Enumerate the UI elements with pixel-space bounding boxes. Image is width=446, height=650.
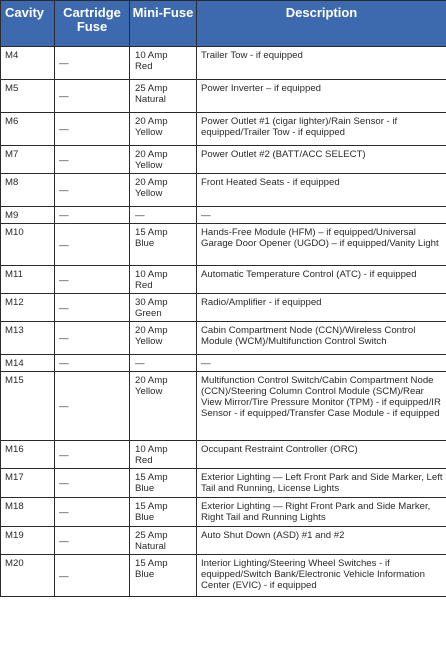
cavity-cell: M11: [1, 266, 55, 294]
cavity-cell: M15: [1, 372, 55, 441]
cartridge-fuse-cell: —: [55, 441, 130, 469]
mini-fuse-cell: 30 Amp Green: [130, 294, 197, 322]
cavity-cell: M7: [1, 146, 55, 174]
cartridge-fuse-cell: —: [55, 555, 130, 597]
fuse-table-body: [1, 47, 446, 597]
header-cavity: Cavity: [1, 1, 55, 47]
cartridge-fuse-cell: —: [55, 174, 130, 207]
description-cell: Multifunction Control Switch/Cabin Compartment Node (CCN)/Steering Column Control Module (SCM)/Rear View Mirror/Tire Pressure Monitor (TPM) - if equipped/IR Sensor - if equipped/Transfer Case Module - if equipped: [197, 372, 446, 441]
table-row: [1, 146, 446, 174]
description-cell: Auto Shut Down (ASD) #1 and #2: [197, 527, 446, 555]
mini-fuse-cell: 25 Amp Natural: [130, 80, 197, 113]
mini-fuse-cell: 15 Amp Blue: [130, 555, 197, 597]
description-cell: Front Heated Seats - if equipped: [197, 174, 446, 207]
description-cell: Cabin Compartment Node (CCN)/Wireless Control Module (WCM)/Multifunction Control Switch: [197, 322, 446, 355]
table-row: [1, 355, 446, 372]
cartridge-fuse-cell: —: [55, 146, 130, 174]
table-row: [1, 224, 446, 266]
mini-fuse-cell: 10 Amp Red: [130, 266, 197, 294]
table-row: [1, 498, 446, 527]
cartridge-fuse-cell: —: [55, 355, 130, 372]
mini-fuse-cell: 20 Amp Yellow: [130, 146, 197, 174]
cavity-cell: M20: [1, 555, 55, 597]
cartridge-fuse-cell: —: [55, 469, 130, 498]
table-row: [1, 47, 446, 80]
cavity-cell: M10: [1, 224, 55, 266]
table-row: [1, 113, 446, 146]
cartridge-fuse-cell: —: [55, 294, 130, 322]
cavity-cell: M13: [1, 322, 55, 355]
cavity-cell: M6: [1, 113, 55, 146]
cavity-cell: M4: [1, 47, 55, 80]
table-row: [1, 80, 446, 113]
cartridge-fuse-cell: —: [55, 80, 130, 113]
cartridge-fuse-cell: —: [55, 527, 130, 555]
description-cell: —: [197, 355, 446, 372]
cavity-cell: M9: [1, 207, 55, 224]
mini-fuse-cell: 15 Amp Blue: [130, 224, 197, 266]
cartridge-fuse-cell: —: [55, 113, 130, 146]
cartridge-fuse-cell: —: [55, 207, 130, 224]
cavity-cell: M12: [1, 294, 55, 322]
header-description: Description: [197, 1, 446, 47]
table-row: [1, 441, 446, 469]
header-cartridge-fuse: Cartridge Fuse: [55, 1, 130, 47]
table-row: [1, 207, 446, 224]
table-row: [1, 266, 446, 294]
cavity-cell: M17: [1, 469, 55, 498]
description-cell: Interior Lighting/Steering Wheel Switches - if equipped/Switch Bank/Electronic Vehicle Information Center (EVIC) - if equipped: [197, 555, 446, 597]
cavity-cell: M14: [1, 355, 55, 372]
cartridge-fuse-cell: —: [55, 498, 130, 527]
table-row: [1, 294, 446, 322]
description-cell: Hands-Free Module (HFM) – if equipped/Universal Garage Door Opener (UGDO) – if equipped/Vanity Light: [197, 224, 446, 266]
description-cell: Exterior Lighting — Left Front Park and Side Marker, Left Tail and Running, License Lights: [197, 469, 446, 498]
cartridge-fuse-cell: —: [55, 372, 130, 441]
mini-fuse-cell: 20 Amp Yellow: [130, 372, 197, 441]
mini-fuse-cell: 25 Amp Natural: [130, 527, 197, 555]
cartridge-fuse-cell: —: [55, 47, 130, 80]
table-row: [1, 322, 446, 355]
description-cell: Trailer Tow - if equipped: [197, 47, 446, 80]
table-row: [1, 174, 446, 207]
mini-fuse-cell: —: [130, 207, 197, 224]
description-cell: Power Outlet #1 (cigar lighter)/Rain Sensor - if equipped/Trailer Tow - if equipped: [197, 113, 446, 146]
mini-fuse-cell: 20 Amp Yellow: [130, 322, 197, 355]
header-mini-fuse: Mini-Fuse: [130, 1, 197, 47]
cavity-cell: M18: [1, 498, 55, 527]
cavity-cell: M16: [1, 441, 55, 469]
mini-fuse-cell: 20 Amp Yellow: [130, 174, 197, 207]
cavity-cell: M8: [1, 174, 55, 207]
table-row: [1, 555, 446, 597]
mini-fuse-cell: 10 Amp Red: [130, 47, 197, 80]
mini-fuse-cell: 15 Amp Blue: [130, 498, 197, 527]
table-row: [1, 372, 446, 441]
mini-fuse-cell: 15 Amp Blue: [130, 469, 197, 498]
header-row: [1, 1, 446, 47]
description-cell: Power Inverter – if equipped: [197, 80, 446, 113]
cavity-cell: M19: [1, 527, 55, 555]
table-row: [1, 469, 446, 498]
mini-fuse-cell: —: [130, 355, 197, 372]
mini-fuse-cell: 10 Amp Red: [130, 441, 197, 469]
mini-fuse-cell: 20 Amp Yellow: [130, 113, 197, 146]
cartridge-fuse-cell: —: [55, 266, 130, 294]
description-cell: Power Outlet #2 (BATT/ACC SELECT): [197, 146, 446, 174]
table-row: [1, 527, 446, 555]
description-cell: Automatic Temperature Control (ATC) - if equipped: [197, 266, 446, 294]
description-cell: Occupant Restraint Controller (ORC): [197, 441, 446, 469]
description-cell: —: [197, 207, 446, 224]
cavity-cell: M5: [1, 80, 55, 113]
cartridge-fuse-cell: —: [55, 224, 130, 266]
cartridge-fuse-cell: —: [55, 322, 130, 355]
description-cell: Radio/Amplifier - if equipped: [197, 294, 446, 322]
description-cell: Exterior Lighting — Right Front Park and Side Marker, Right Tail and Running Lights: [197, 498, 446, 527]
